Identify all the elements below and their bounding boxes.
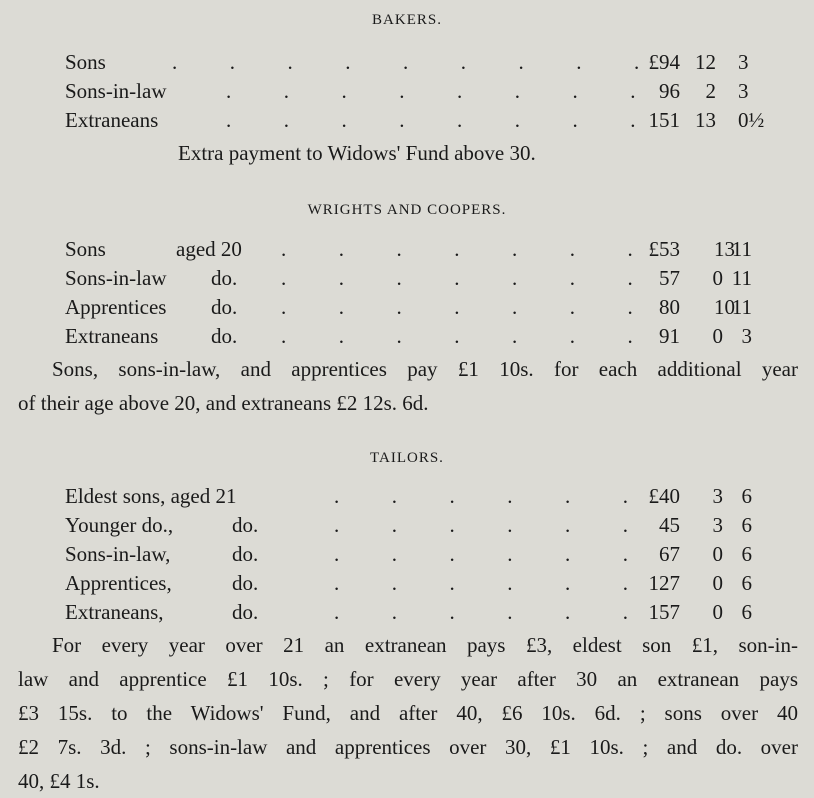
amount-pounds: £53 <box>648 237 680 261</box>
leader-dots: . . . . . . . <box>281 266 633 290</box>
note-line: £3 15s. to the Widows' Fund, and after 40, £6 10s. 6d. ; sons over 40 <box>18 701 798 725</box>
wrights-note <box>18 352 798 420</box>
row-label: Extraneans <box>65 324 159 348</box>
row-label: Younger do., <box>65 513 174 537</box>
row-qualifier: do. <box>211 295 238 319</box>
row-qualifier: do. <box>211 324 238 348</box>
amount-shillings: 3 <box>712 513 723 537</box>
row-label: Sons <box>65 237 106 261</box>
table-row <box>0 324 814 352</box>
amount-shillings: 12 <box>695 50 716 74</box>
leader-dots: . . . . . . <box>334 513 628 537</box>
row-qualifier: do. <box>211 266 238 290</box>
amount-pounds: £94 <box>648 50 680 74</box>
leader-dots: . . . . . . . . <box>226 108 636 132</box>
leader-dots: . . . . . . <box>334 571 628 595</box>
amount-pence: 0½ <box>738 108 765 132</box>
row-label: Sons <box>65 50 106 74</box>
amount-pence: 6 <box>741 513 752 537</box>
table-row <box>0 237 814 265</box>
tailors-note <box>18 628 798 798</box>
table-row <box>0 513 814 541</box>
amount-pence: 11 <box>731 295 752 319</box>
wrights-heading: WRIGHTS AND COOPERS. <box>307 202 507 218</box>
leader-dots: . . . . . . . <box>281 237 633 261</box>
row-label: Extraneans, <box>65 600 164 624</box>
row-label: Eldest sons, aged 21 <box>65 484 237 508</box>
leader-dots: . . . . . . . <box>281 324 633 348</box>
row-label: Sons-in-law <box>65 79 167 103</box>
amount-pounds: 151 <box>648 108 680 132</box>
amount-pence: 11 <box>731 237 752 261</box>
table-row <box>0 266 814 294</box>
amount-pounds: 67 <box>659 542 680 566</box>
amount-pence: 3 <box>738 79 749 103</box>
amount-pounds: 96 <box>659 79 680 103</box>
note-line: For every year over 21 an extranean pays £3, eldest son £1, son-in- <box>52 633 798 657</box>
table-row <box>0 295 814 323</box>
row-label: Extraneans <box>65 108 159 132</box>
row-qualifier: do. <box>232 542 259 566</box>
row-label: Sons-in-law <box>65 266 167 290</box>
amount-shillings: 0 <box>712 324 723 348</box>
amount-pounds: 91 <box>659 324 680 348</box>
note-line: Sons, sons-in-law, and apprentices pay £1 10s. for each additional year <box>52 357 798 381</box>
amount-pounds: 57 <box>659 266 680 290</box>
leader-dots: . . . . . . . . . <box>172 50 640 74</box>
amount-pounds: 80 <box>659 295 680 319</box>
amount-shillings: 3 <box>712 484 723 508</box>
bakers-note: Extra payment to Widows' Fund above 30. <box>178 141 536 165</box>
amount-shillings: 0 <box>712 542 723 566</box>
table-row <box>0 542 814 570</box>
table-row <box>0 50 814 78</box>
row-label: Apprentices <box>65 295 167 319</box>
tailors-heading: TAILORS. <box>370 450 444 466</box>
table-row <box>0 571 814 599</box>
amount-pence: 6 <box>741 484 752 508</box>
amount-shillings: 0 <box>712 571 723 595</box>
amount-pounds: 127 <box>648 571 680 595</box>
table-row <box>0 484 814 512</box>
amount-shillings: 13 <box>695 108 716 132</box>
row-qualifier: do. <box>232 513 259 537</box>
table-row <box>0 108 814 136</box>
note-line: law and apprentice £1 10s. ; for every year after 30 an extranean pays <box>18 667 798 691</box>
note-line: 40, £4 1s. <box>18 769 100 793</box>
row-qualifier: do. <box>232 600 259 624</box>
amount-pence: 11 <box>731 266 752 290</box>
amount-pounds: 157 <box>648 600 680 624</box>
row-label: Sons-in-law, <box>65 542 171 566</box>
amount-pence: 6 <box>741 571 752 595</box>
leader-dots: . . . . . . <box>334 542 628 566</box>
amount-pounds: £40 <box>648 484 680 508</box>
leader-dots: . . . . . . . . <box>226 79 636 103</box>
leader-dots: . . . . . . . <box>281 295 633 319</box>
row-qualifier: aged 20 <box>176 237 242 261</box>
amount-pence: 3 <box>741 324 752 348</box>
leader-dots: . . . . . . <box>334 484 628 508</box>
amount-shillings: 0 <box>712 266 723 290</box>
note-line: £2 7s. 3d. ; sons-in-law and apprentices over 30, £1 10s. ; and do. over <box>18 735 798 759</box>
note-line: of their age above 20, and extraneans £2 12s. 6d. <box>18 391 429 415</box>
amount-shillings: 2 <box>705 79 716 103</box>
table-row <box>0 79 814 107</box>
amount-pence: 3 <box>738 50 749 74</box>
leader-dots: . . . . . . <box>334 600 628 624</box>
amount-pounds: 45 <box>659 513 680 537</box>
amount-shillings: 13 <box>714 237 735 261</box>
amount-shillings: 10 <box>714 295 735 319</box>
amount-shillings: 0 <box>712 600 723 624</box>
table-row <box>0 600 814 628</box>
amount-pence: 6 <box>741 542 752 566</box>
row-label: Apprentices, <box>65 571 172 595</box>
bakers-heading: BAKERS. <box>372 12 442 28</box>
amount-pence: 6 <box>741 600 752 624</box>
row-qualifier: do. <box>232 571 259 595</box>
